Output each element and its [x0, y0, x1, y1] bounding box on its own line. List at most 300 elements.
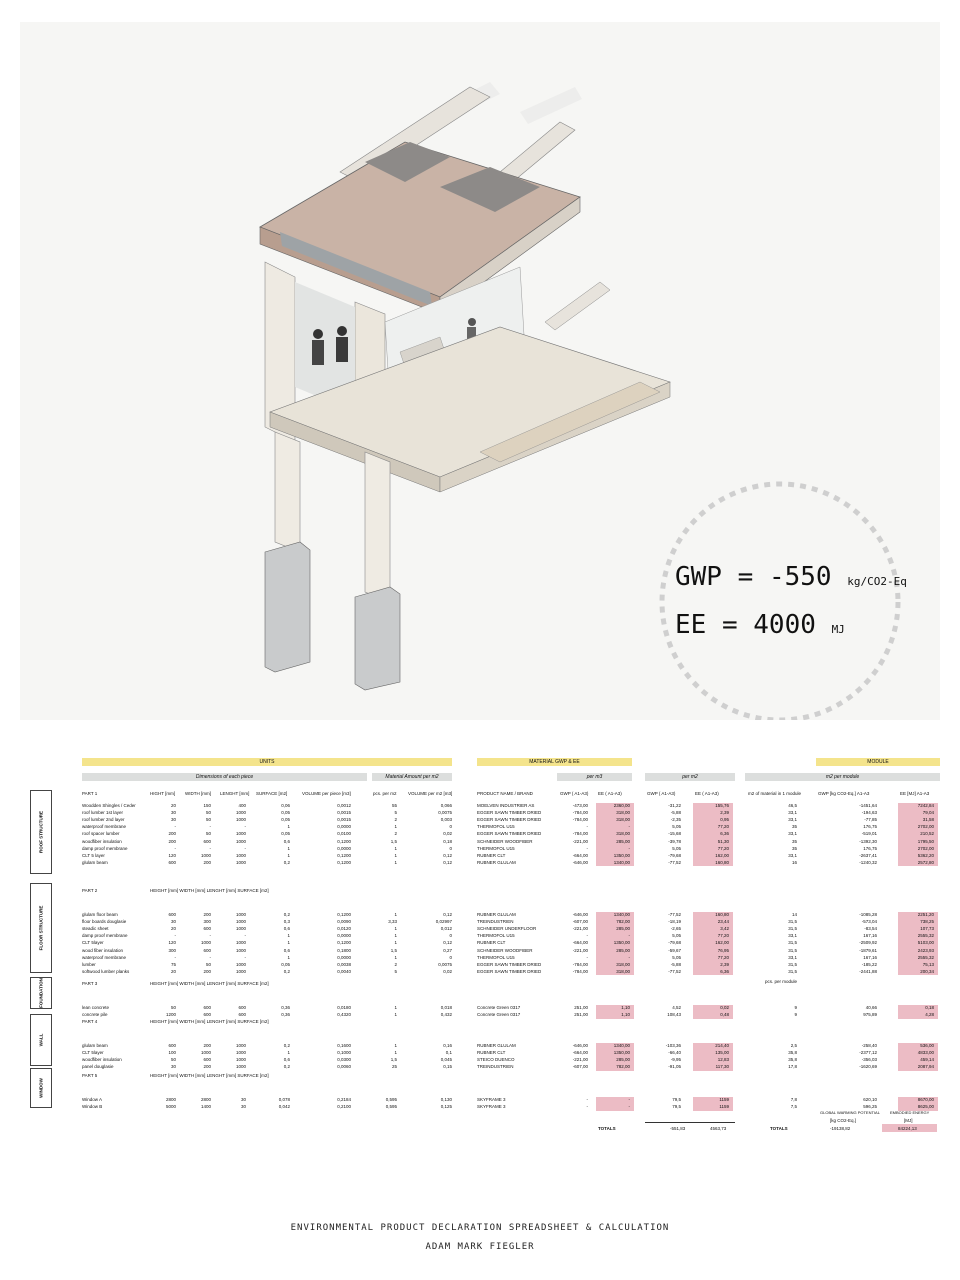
row-value: 0,1200	[337, 859, 351, 865]
header-material-gwp: MATERIAL GWP & EE	[477, 758, 632, 766]
row-item-name: waterproof membrane	[82, 824, 127, 830]
row-value: 0,1200	[337, 852, 351, 858]
row-value: -	[586, 933, 588, 939]
row-value: -646,00	[572, 1043, 588, 1048]
row-value: 1000	[235, 852, 246, 858]
row-value: 2,39	[720, 810, 729, 816]
beam-2	[500, 122, 575, 180]
row-value: 1000	[235, 817, 246, 823]
row-value: 1000	[235, 1057, 246, 1063]
column-right	[365, 452, 390, 602]
gwp-value: -550	[768, 562, 832, 592]
row-item-name: softwood lumber planks	[82, 968, 130, 974]
row-value: 0	[449, 933, 452, 939]
row-value: 600	[168, 1043, 176, 1048]
col-part: PART 1	[82, 791, 98, 796]
row-value: 600	[168, 859, 176, 865]
row-value: -	[586, 824, 588, 830]
row-value: 0,078	[278, 1097, 290, 1102]
row-value: 5103,00	[917, 940, 934, 946]
summary-ee-title: EMBODIED ENERGY	[890, 1110, 930, 1115]
row-product: TREINDUSTRIEN	[477, 1064, 514, 1070]
row-value: 20	[170, 926, 176, 932]
row-value: 600	[203, 1012, 211, 1018]
row-value: -473,00	[572, 803, 588, 808]
col-gwp-m3: GWP ( A1-A3)	[560, 791, 589, 796]
row-value: 782,00	[616, 1064, 630, 1070]
row-value: -784,00	[572, 961, 588, 967]
row-value: 3,42	[720, 926, 729, 932]
row-value: -356,03	[861, 1057, 877, 1063]
row-value: 35	[791, 838, 797, 844]
row-value: 1340,00	[613, 859, 630, 865]
row-value: 1	[287, 933, 290, 939]
row-value: 120	[168, 940, 176, 946]
gwp-label: GWP =	[675, 562, 754, 592]
row-value: 0,0075	[438, 810, 452, 816]
row-value: 1	[287, 845, 290, 851]
row-value: -519,01	[861, 831, 877, 837]
row-value: 1159	[719, 1104, 729, 1110]
summary-gwp: -19138,82	[830, 1126, 851, 1131]
row-value: 0,2100	[337, 1104, 351, 1110]
col-volume: VOLUME per piece [m3]	[302, 791, 351, 796]
summary-gwp-unit: [kg CO2-Eq.]	[830, 1118, 857, 1123]
section-title: PART 3	[82, 981, 98, 986]
row-value: -5,88	[670, 961, 681, 967]
row-value: -784,00	[572, 810, 588, 816]
row-value: -	[628, 954, 630, 960]
row-value: 176,75	[863, 845, 877, 851]
row-value: 16	[791, 859, 797, 865]
row-value: 782,00	[616, 919, 630, 925]
row-item-name: glulam beam	[82, 1043, 108, 1048]
header-dimensions: Dimensions of each piece	[82, 773, 367, 781]
row-value: 318,00	[616, 810, 630, 816]
row-value: 975,89	[863, 1012, 877, 1018]
section-label: WALL	[38, 1033, 44, 1047]
row-value: 251,00	[574, 1005, 588, 1010]
row-item-name: wood fiber insulation	[82, 947, 124, 953]
row-value: -1392,30	[859, 838, 877, 844]
row-value: 75	[170, 961, 176, 967]
row-value: 2	[394, 961, 397, 967]
row-value: 0,0038	[337, 961, 351, 967]
person-2	[337, 326, 347, 336]
section-column-header: HEIGHT [mm] WIDTH [mm] LENGHT [mm] SURFACE [m2]	[150, 981, 269, 986]
row-value: -77,52	[668, 968, 681, 974]
row-value: 14	[791, 912, 797, 917]
col-gwp-mod: GWP [kg CO2-Eq.] A1-A3	[818, 791, 870, 796]
row-value: 117,30	[715, 1064, 729, 1070]
row-product: SCHNEIDER WOODFIBER	[477, 838, 533, 844]
col-surface: SURFACE [m2]	[256, 791, 288, 796]
row-value: 0,0040	[337, 968, 351, 974]
row-value: 0,003	[440, 817, 452, 823]
row-value: 135,00	[715, 1050, 729, 1056]
row-value: 30	[170, 810, 176, 816]
row-value: -185,22	[861, 961, 877, 967]
row-value: 0	[449, 845, 452, 851]
row-value: 0,05	[281, 831, 290, 837]
row-value: -	[628, 824, 630, 830]
row-value: 0,06	[281, 803, 290, 808]
row-value: -784,00	[572, 968, 588, 974]
row-product: RUBNER GLULAM	[477, 912, 516, 917]
row-value: 75,13	[922, 961, 934, 967]
row-value: 1,5	[390, 838, 397, 844]
row-value: 30	[170, 919, 176, 925]
row-value: 2251,20	[917, 912, 934, 917]
row-value: 167,16	[863, 933, 877, 939]
row-value: -15,68	[668, 831, 681, 837]
row-value: 77,20	[717, 954, 729, 960]
col-ee-mod: EE [MJ] A1-A3	[900, 791, 930, 796]
row-value: 210,52	[920, 831, 934, 837]
row-value: -784,00	[572, 817, 588, 823]
row-value: -664,00	[572, 852, 588, 858]
row-value: 9	[794, 1005, 797, 1010]
row-value: 79,5	[672, 1097, 681, 1102]
row-value: 155,76	[715, 803, 729, 808]
row-value: 0	[449, 824, 452, 830]
row-value: 0,02	[443, 968, 452, 974]
row-value: 0,05	[281, 810, 290, 816]
row-value: 50	[170, 1057, 176, 1063]
row-value: 23,44	[717, 919, 729, 925]
gwp-unit: kg/CO2-Eq	[847, 575, 907, 588]
row-value: 4,52	[672, 1005, 681, 1010]
row-value: 0,2	[283, 1043, 290, 1048]
row-value: 600	[238, 1012, 246, 1018]
row-value: 0,0015	[337, 810, 351, 816]
row-value: 31,5	[788, 947, 797, 953]
row-value: -2441,88	[859, 968, 877, 974]
row-value: 0,6	[283, 838, 290, 844]
row-value: -1879,61	[859, 947, 877, 953]
row-value: 1	[394, 940, 397, 946]
row-value: 0,48	[720, 1012, 729, 1018]
row-value: 0,1000	[337, 1050, 351, 1056]
row-value: -1451,64	[859, 803, 877, 808]
row-value: 4833,00	[917, 1050, 934, 1056]
row-value: 150	[203, 803, 211, 808]
row-value: 33,1	[788, 810, 797, 816]
row-value: 79,04	[922, 810, 934, 816]
row-value: 200	[203, 1064, 211, 1070]
col-m2-mat: m2 of material in 1 module	[748, 791, 802, 796]
row-value: 0,12	[443, 940, 452, 946]
row-item-name: waterproof membrane	[82, 954, 127, 960]
concrete-pile-left	[265, 542, 310, 672]
row-value: -	[628, 933, 630, 939]
row-value: -784,00	[572, 831, 588, 837]
epd-spreadsheet	[30, 755, 942, 1145]
row-value: 76,95	[717, 947, 729, 953]
row-value: 0,12	[443, 852, 452, 858]
row-item-name: floor boards douglasie	[82, 919, 127, 925]
section-column-header: HEIGHT [mm] WIDTH [mm] LENGHT [mm] SURFACE [m2]	[150, 888, 269, 893]
person-1	[313, 329, 323, 339]
row-value: 17,8	[788, 1064, 797, 1070]
section-column-header: HEIGHT [mm] WIDTH [mm] LENGHT [mm] SURFACE [m2]	[150, 1019, 269, 1024]
row-item-name: damp proof membrane	[82, 933, 128, 939]
header-m2-per-module: m2 per module	[745, 773, 940, 781]
row-value: 0,0000	[337, 845, 351, 851]
col-width: WIDTH [mm]	[185, 791, 211, 796]
summary-ee: 84224,13	[898, 1126, 917, 1131]
row-value: 0,2	[283, 859, 290, 865]
row-value: -59,67	[668, 947, 681, 953]
section-label-box	[30, 790, 52, 874]
row-value: -221,00	[572, 1057, 588, 1063]
row-value: 620,10	[863, 1097, 877, 1102]
section-label: WINDOW	[38, 1078, 44, 1098]
row-value: 5	[394, 968, 397, 974]
col-pcs: pcs. per m2	[373, 791, 397, 796]
row-value: 31,5	[788, 919, 797, 925]
row-value: 7,5	[790, 1104, 797, 1110]
row-value: 1000	[235, 919, 246, 925]
row-value: 1	[394, 859, 397, 865]
row-value: 0,2	[283, 968, 290, 974]
row-item-name: Window B	[82, 1104, 103, 1110]
row-value: 285,00	[616, 1057, 630, 1063]
section-label: ROOF STRUCTURE	[38, 811, 44, 853]
row-value: 0,18	[443, 838, 452, 844]
row-value: 33,1	[788, 817, 797, 823]
row-value: 1,10	[621, 1005, 630, 1010]
col-height: HIGHT [mm]	[150, 791, 176, 796]
row-value: 0,0000	[337, 933, 351, 939]
row-value: 77,20	[717, 845, 729, 851]
person-3	[468, 318, 476, 326]
row-value: 1000	[235, 926, 246, 932]
row-value: 25	[391, 1064, 397, 1070]
row-value: 0,0180	[337, 1005, 351, 1010]
row-value: 1	[287, 824, 290, 830]
row-product: TREINDUSTRIEN	[477, 919, 514, 925]
section-title: PART 5	[82, 1073, 98, 1078]
row-value: 1000	[235, 810, 246, 816]
row-value: 35	[791, 824, 797, 830]
row-value: 31,58	[922, 817, 934, 823]
row-product: RUBNER GLULAM	[477, 859, 516, 865]
row-value: -39,78	[668, 838, 681, 844]
row-value: 2	[394, 817, 397, 823]
row-value: 40,66	[865, 1005, 877, 1010]
row-value: 1	[394, 824, 397, 830]
row-value: 200,34	[920, 968, 934, 974]
row-value: 0,15	[443, 1064, 452, 1070]
row-value: -2,35	[670, 817, 681, 823]
row-value: -2509,92	[859, 940, 877, 946]
row-value: -	[174, 954, 176, 960]
row-product: MOELVEN INDUSTRIER AS	[477, 803, 535, 808]
row-item-name: CLT 5 layer	[82, 852, 105, 858]
row-value: -	[209, 824, 211, 830]
row-item-name: damp proof membrane	[82, 845, 128, 851]
row-product: SCHNEIDER UNDERFLOOR	[477, 926, 537, 932]
row-value: 5,05	[672, 824, 681, 830]
row-value: 300	[168, 947, 176, 953]
row-value: -5,88	[670, 810, 681, 816]
row-value: 50	[205, 831, 211, 837]
row-value: 50	[205, 817, 211, 823]
row-value: 1000	[235, 940, 246, 946]
row-value: 2702,00	[917, 824, 934, 830]
row-value: 31,5	[788, 961, 797, 967]
row-value: 1000	[200, 1050, 211, 1056]
row-value: -	[209, 933, 211, 939]
row-value: 285,00	[616, 926, 630, 932]
row-value: 1	[394, 1043, 397, 1048]
row-product: Concrete Green 0317	[477, 1005, 521, 1010]
row-value: 0,0100	[337, 831, 351, 837]
dashed-circle	[662, 484, 898, 720]
row-value: 0,36	[281, 1012, 290, 1018]
row-value: 51,30	[717, 838, 729, 844]
row-value: 33,1	[788, 831, 797, 837]
row-value: 318,00	[616, 831, 630, 837]
row-value: -194,63	[861, 810, 877, 816]
row-value: 50	[205, 810, 211, 816]
section-label-box	[30, 1014, 52, 1066]
row-value: 5	[394, 810, 397, 816]
row-value: 108,43	[667, 1012, 681, 1018]
row-value: -664,00	[572, 940, 588, 946]
row-value: 0,066	[440, 803, 452, 808]
row-value: -2,65	[670, 926, 681, 932]
row-value: 1	[287, 940, 290, 946]
row-value: 1000	[235, 961, 246, 967]
row-value: 50	[170, 1005, 176, 1010]
row-value: 8625,00	[917, 1104, 934, 1110]
row-value: 35,8	[788, 1057, 797, 1063]
row-value: -	[586, 954, 588, 960]
row-value: 0,1200	[337, 940, 351, 946]
row-value: 5000	[165, 1104, 176, 1110]
row-item-name: lumber	[82, 961, 96, 967]
row-value: 31,5	[788, 940, 797, 946]
row-value: -66,40	[668, 1050, 681, 1056]
row-value: 1000	[200, 940, 211, 946]
row-value: 1	[394, 1012, 397, 1018]
row-value: 214,40	[715, 1043, 729, 1048]
row-value: 600	[203, 838, 211, 844]
row-item-name: glulam floor beam	[82, 912, 118, 917]
row-value: 0,02	[443, 831, 452, 837]
row-item-name: CLT 5layer	[82, 1050, 104, 1056]
row-value: 7,8	[790, 1097, 797, 1102]
row-value: -1085,28	[859, 912, 877, 917]
row-value: 7242,84	[917, 803, 934, 808]
row-value: 46,5	[788, 803, 797, 808]
summary-ee-unit: [MJ]	[904, 1118, 913, 1123]
row-value: -	[244, 954, 246, 960]
row-value: 0,6	[283, 1057, 290, 1063]
person-1-body	[312, 340, 324, 365]
row-value: 536,00	[920, 1043, 934, 1048]
ee-value: 4000	[753, 610, 816, 640]
row-value: -	[174, 845, 176, 851]
row-value: -646,00	[572, 912, 588, 917]
row-value: 2800	[200, 1097, 211, 1102]
row-value: 1	[394, 933, 397, 939]
row-item-name: panel douglasie	[82, 1064, 114, 1070]
row-value: 0,05	[281, 817, 290, 823]
row-value: 0,012	[440, 926, 452, 932]
concrete-pile-right	[355, 587, 400, 690]
row-value: 100	[168, 1050, 176, 1056]
row-item-name: woodfiber insulation	[82, 838, 122, 844]
row-value: -83,54	[864, 926, 877, 932]
row-product: SKYFRAME 3	[477, 1104, 506, 1110]
row-value: 33,1	[788, 954, 797, 960]
row-value: -	[628, 845, 630, 851]
row-value: 1	[394, 1005, 397, 1010]
row-value: 600	[203, 1005, 211, 1010]
row-value: 200	[168, 838, 176, 844]
section-title: PART 2	[82, 888, 98, 893]
col-ee-m3: EE ( A1-A3)	[598, 791, 622, 796]
row-value: 107,73	[920, 926, 934, 932]
row-value: 200	[168, 831, 176, 837]
row-value: 30	[170, 1064, 176, 1070]
totals-gwp-m2: -551,83	[670, 1126, 686, 1131]
row-value: 4,28	[925, 1012, 934, 1018]
row-value: 1000	[235, 838, 246, 844]
row-value: -79,68	[668, 852, 681, 858]
row-value: 1000	[235, 1043, 246, 1048]
header-per-m2: per m2	[645, 773, 735, 781]
totals-rule	[645, 1122, 735, 1123]
row-value: -91,05	[668, 1064, 681, 1070]
row-value: 1000	[235, 831, 246, 837]
row-value: 318,00	[616, 961, 630, 967]
row-value: 1000	[200, 852, 211, 858]
row-value: 5,05	[672, 954, 681, 960]
row-value: 1,5	[390, 1057, 397, 1063]
row-value: 0,0300	[337, 1057, 351, 1063]
row-value: 1	[394, 852, 397, 858]
row-value: 162,00	[715, 852, 729, 858]
row-value: 0,2	[283, 1064, 290, 1070]
row-value: 0,1800	[337, 947, 351, 953]
row-value: 0,1200	[337, 912, 351, 917]
row-value: 738,25	[920, 919, 934, 925]
row-value: 0,045	[440, 1057, 452, 1063]
row-value: 1000	[235, 947, 246, 953]
row-value: -79,68	[668, 940, 681, 946]
row-value: 1000	[235, 912, 246, 917]
row-item-name: Window A	[82, 1097, 103, 1102]
header-module: MODULE	[816, 758, 940, 766]
col-ee-m2: EE ( A1-A3)	[695, 791, 719, 796]
row-value: 600	[203, 947, 211, 953]
row-value: 9	[794, 1012, 797, 1018]
row-value: 600	[238, 1005, 246, 1010]
summary-gwp-title: GLOBAL WARMING POTENTIAL	[820, 1110, 880, 1115]
row-value: 77,20	[717, 933, 729, 939]
row-product: EGGER SAWN TIMBER DRIED	[477, 831, 542, 837]
row-value: 35	[791, 845, 797, 851]
row-value: 20	[170, 803, 176, 808]
row-value: 2360,00	[613, 803, 630, 808]
row-value: 3,33	[388, 919, 397, 925]
row-value: -	[244, 845, 246, 851]
row-product: THERMOFOL U15	[477, 954, 515, 960]
